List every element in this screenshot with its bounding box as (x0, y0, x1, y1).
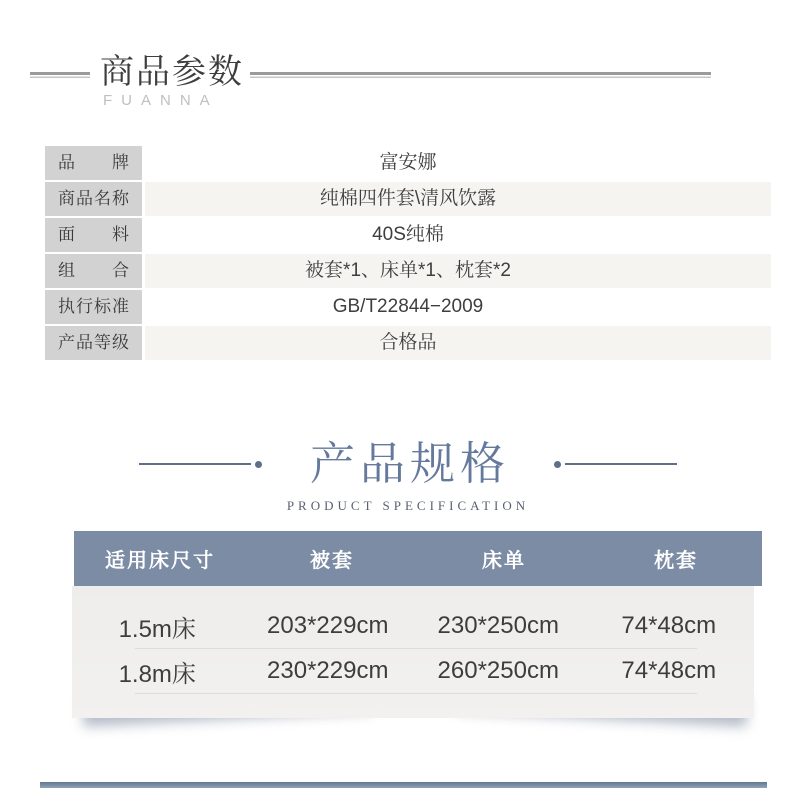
column-header-sheet: 床单 (482, 550, 526, 572)
spec-row-1-5m (72, 604, 754, 648)
param-value: 纯棉四件套\清风饮露 (319, 188, 497, 209)
spec-title: 产品规格 (309, 439, 510, 489)
spec-table-body (72, 586, 754, 718)
param-label: 产品等级 (45, 326, 142, 360)
cell-bed-size: 1.8m床 (118, 660, 196, 688)
param-value: 富安娜 (379, 152, 437, 173)
column-header-duvet-cover: 被套 (310, 550, 354, 572)
cell-duvet-size: 230*229cm (267, 657, 389, 684)
param-row-fabric (45, 218, 771, 252)
param-label: 商品名称 (45, 182, 142, 216)
param-row-brand (45, 146, 771, 180)
column-header-pillowcase: 枕套 (654, 550, 698, 572)
params-header-banner (30, 53, 711, 109)
spec-title-banner (8, 439, 800, 489)
params-table (45, 146, 771, 360)
param-value: 合格品 (379, 332, 437, 353)
right-dot (554, 461, 561, 468)
row-separator (135, 693, 697, 694)
cell-pillow-size: 74*48cm (621, 612, 717, 639)
right-line (565, 463, 677, 465)
spec-size-table (74, 531, 762, 718)
left-line (139, 463, 251, 465)
cell-duvet-size: 203*229cm (267, 612, 389, 639)
param-row-product-name (45, 182, 771, 216)
param-label: 执行标准 (45, 290, 142, 324)
left-dot (255, 461, 262, 468)
cell-bed-size: 1.5m床 (118, 615, 196, 643)
param-row-grade (45, 326, 771, 360)
param-label: 品牌 (45, 146, 142, 180)
param-value: 40S纯棉 (372, 224, 444, 245)
left-double-line (30, 72, 90, 78)
params-header-text (100, 53, 244, 109)
param-label: 组合 (45, 254, 142, 288)
spec-row-1-8m (72, 649, 754, 693)
param-row-standard (45, 290, 771, 324)
brand-name: FUANNA (103, 92, 219, 109)
param-row-set-combo (45, 254, 771, 288)
params-title: 商品参数 (100, 53, 244, 91)
cell-pillow-size: 74*48cm (621, 657, 717, 684)
right-double-line (250, 72, 711, 78)
cell-sheet-size: 260*250cm (437, 657, 559, 684)
param-value: GB/T22844−2009 (332, 296, 484, 317)
spec-subtitle: PRODUCT SPECIFICATION (286, 498, 530, 513)
spec-table-header-row (74, 531, 762, 586)
cell-sheet-size: 230*250cm (437, 612, 559, 639)
column-header-bed-size: 适用床尺寸 (105, 550, 215, 572)
param-label: 面料 (45, 218, 142, 252)
param-value: 被套*1、床单*1、枕套*2 (305, 260, 511, 281)
bottom-section-divider (40, 782, 767, 788)
